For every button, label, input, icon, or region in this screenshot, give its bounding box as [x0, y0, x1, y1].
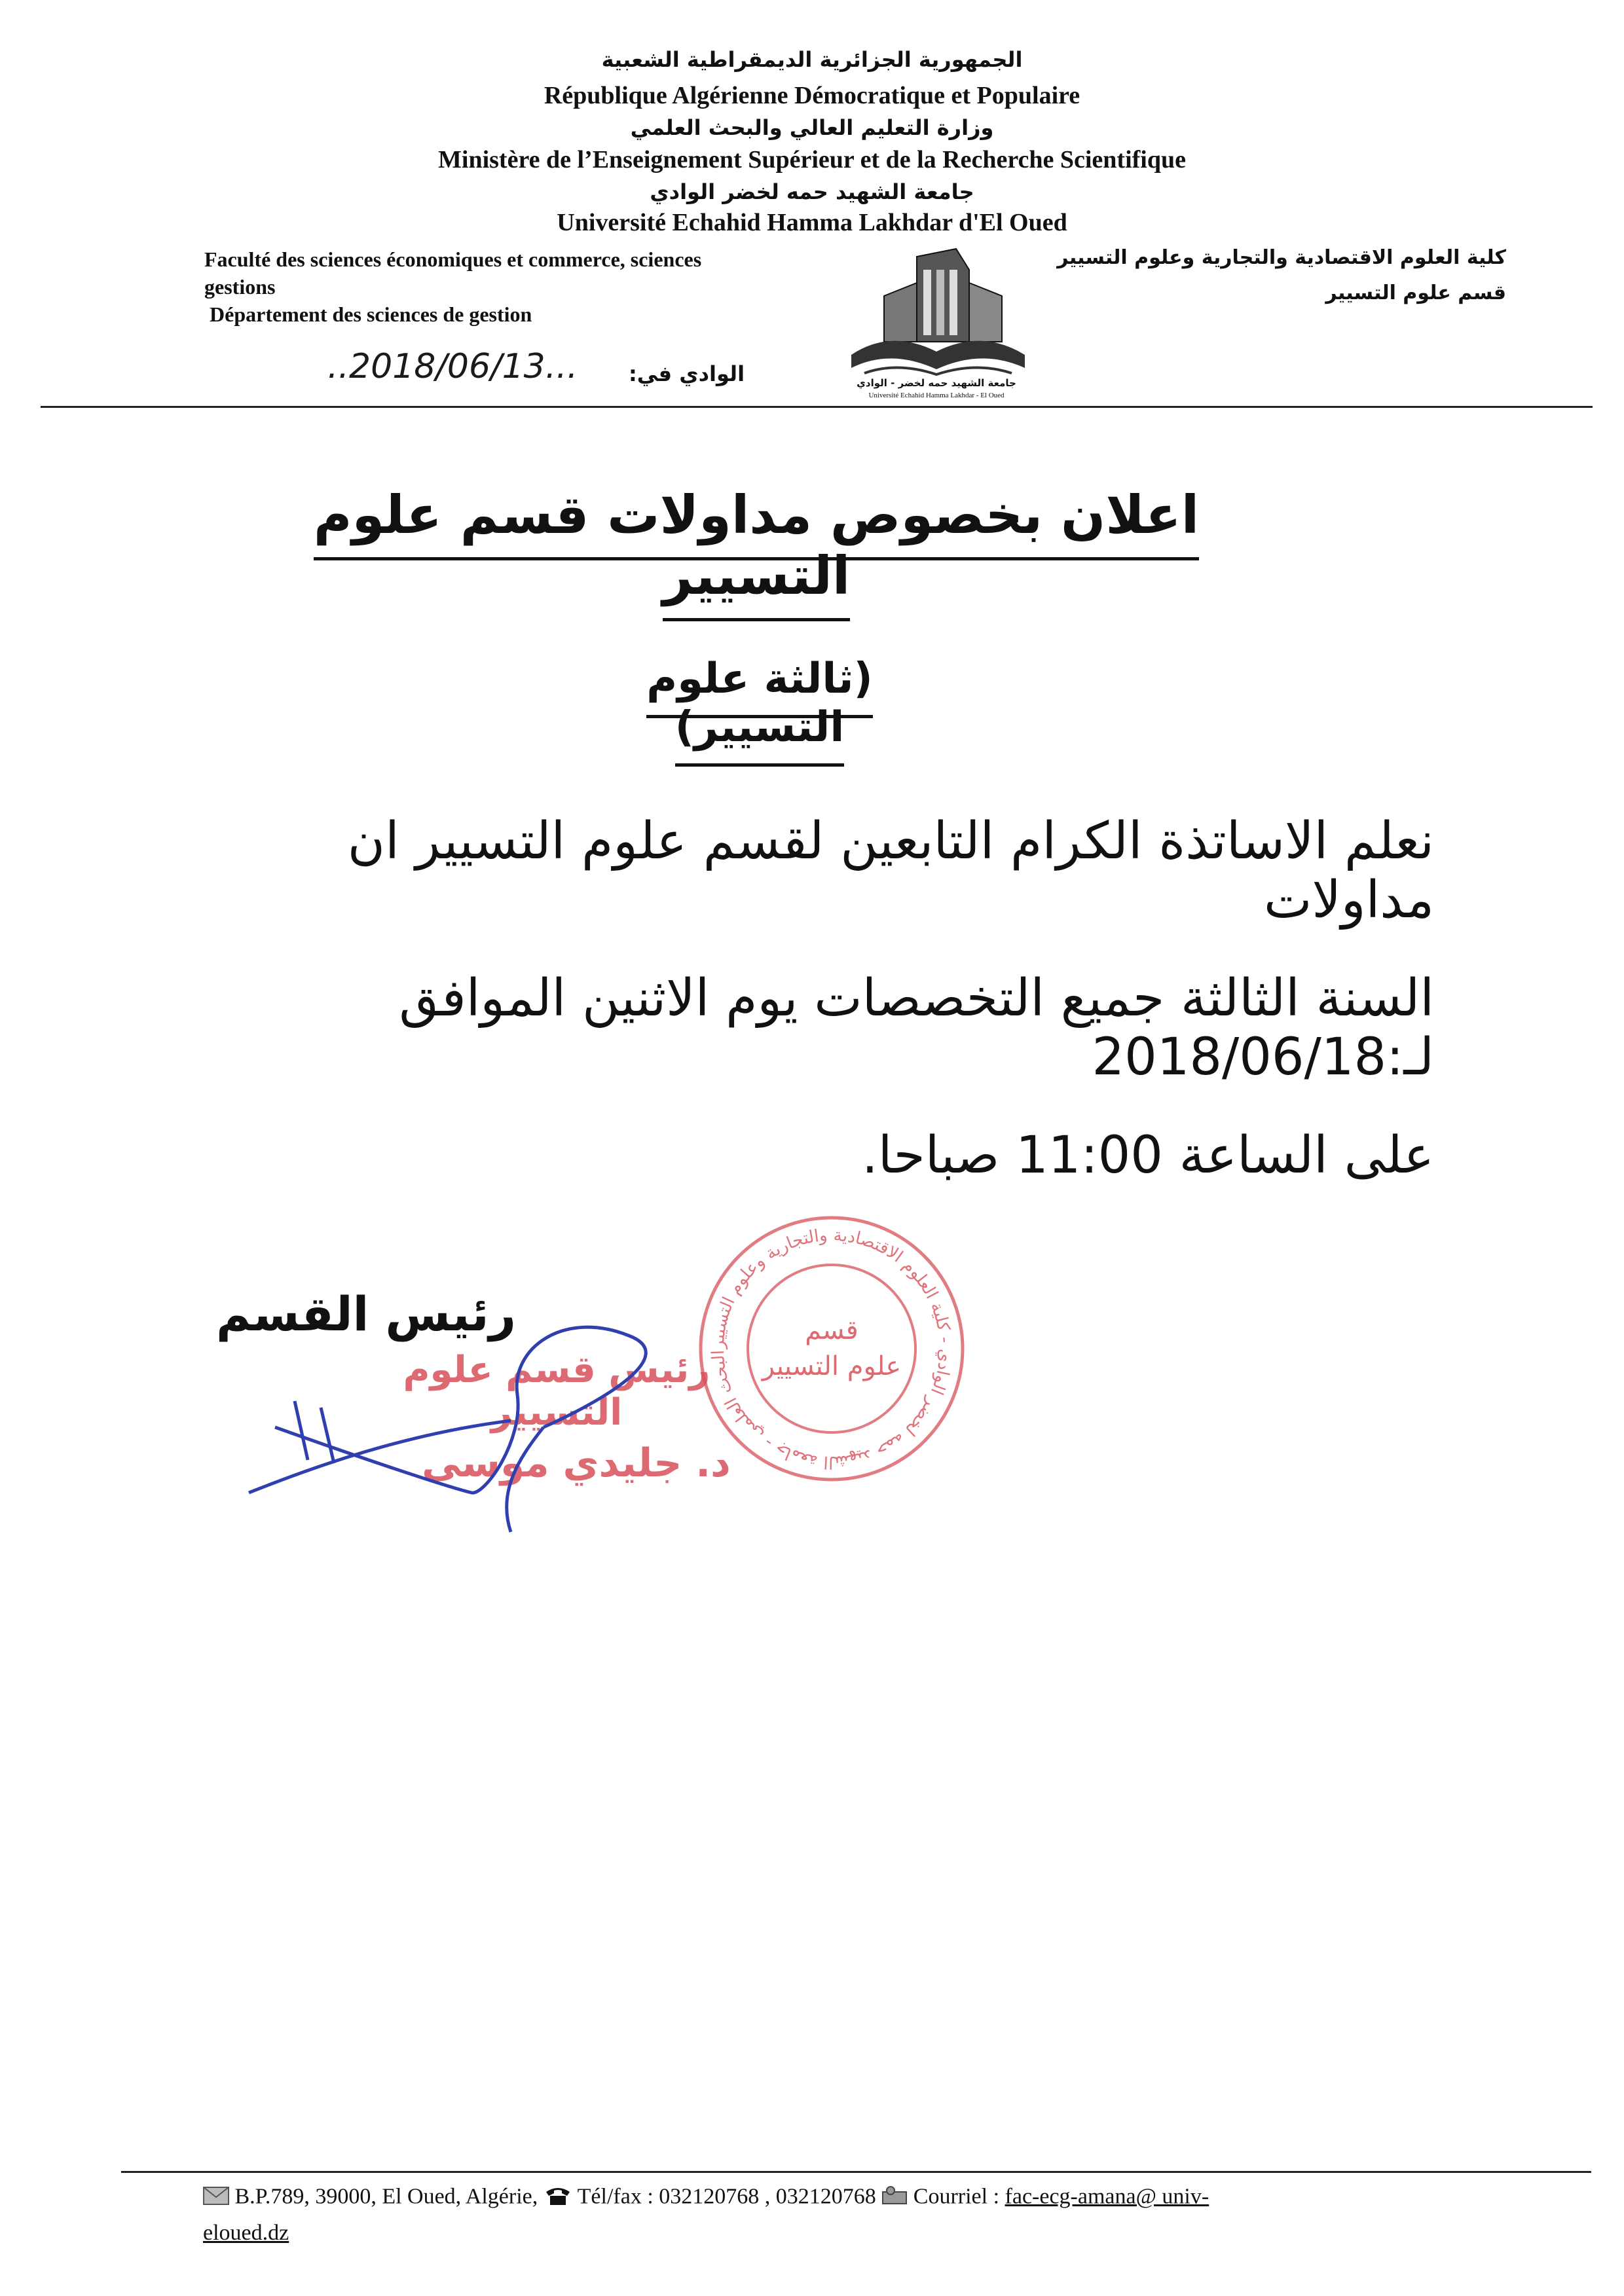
announcement-title: اعلان بخصوص مداولات قسم علوم التسيير	[314, 484, 1199, 621]
announcement-line-1: نعلم الاساتذة الكرام التابعين لقسم علوم التسيير ان مداولات	[347, 812, 1434, 930]
university-logo	[838, 244, 1035, 407]
faculty-ar-line: كلية العلوم الاقتصادية والتجارية وعلوم التسيير	[1057, 246, 1506, 269]
signature-scribble-icon	[236, 1296, 760, 1558]
footer-divider	[121, 2171, 1591, 2173]
header-fr-republic: République Algérienne Démocratique et Populaire	[544, 82, 1080, 109]
header-ar-ministry: وزارة التعليم العالي والبحث العلمي	[630, 115, 994, 140]
header-ar-university: جامعة الشهيد حمه لخضر الوادي	[650, 179, 974, 204]
signature-role: رئيس القسم	[216, 1286, 516, 1341]
footer-email-continued[interactable]: eloued.dz	[203, 2221, 289, 2245]
header-ar-republic: الجمهورية الجزائرية الديمقراطية الشعبية	[601, 47, 1023, 72]
announcement-line-3: على الساعة 11:00 صباحا.	[861, 1126, 1434, 1185]
announcement-line-2: السنة الثالثة جميع التخصصات يوم الاثنين الموافق لـ:2018/06/18	[399, 969, 1434, 1087]
phone-icon	[544, 2184, 572, 2212]
faculty-fr-line1: Faculté des sciences économiques et commerce, sciences	[204, 247, 702, 271]
stamp-line-1: رئيس قسم علوم التسيير	[403, 1349, 710, 1434]
footer-email-link[interactable]: fac-ecg-amana@ univ-	[1005, 2184, 1209, 2209]
logo-ar-caption: جامعة الشهيد حمه لخضر - الوادي	[857, 377, 1016, 389]
seal-center-line1: قسم	[805, 1315, 858, 1345]
footer-phone: Tél/fax : 032120768 , 032120768	[577, 2184, 876, 2209]
date-label: الوادي في:	[629, 361, 745, 386]
date-handwritten: ..2018/06/13...	[327, 347, 578, 386]
stamp-line-2: د. جليدي موسى	[422, 1440, 731, 1486]
faculty-fr-line2: gestions	[204, 275, 276, 299]
logo-fr-caption: Université Echahid Hamma Lakhdar - El Oued	[868, 392, 1005, 399]
handwritten-signature	[236, 1296, 760, 1558]
footer-address: B.P.789, 39000, El Oued, Algérie,	[234, 2184, 538, 2209]
announcement-subtitle-wrap	[583, 655, 936, 752]
seal-center-line2: علوم التسيير	[762, 1351, 902, 1381]
fax-icon	[881, 2185, 908, 2211]
header-divider	[41, 406, 1593, 408]
announcement-subtitle: (ثالثة علوم التسيير)	[646, 655, 872, 767]
footer-email-label: Courriel :	[913, 2184, 1005, 2209]
envelope-icon	[203, 2186, 229, 2211]
header-fr-ministry: Ministère de l’Enseignement Supérieur et de la Recherche Scientifique	[438, 146, 1186, 173]
department-ar-line: قسم علوم التسيير	[1325, 282, 1506, 304]
footer-line-1	[203, 2184, 1209, 2212]
announcement-title-wrap	[308, 484, 1205, 606]
faculty-fr-department: Département des sciences de gestion	[210, 302, 532, 326]
header-fr-university: Université Echahid Hamma Lakhdar d'El Oued	[557, 209, 1067, 236]
seal-ring-text: البحث العلمي - جامعة الشهيد حمه لخضر الوادي - كلية العلوم الاقتصادية والتجارية وعلوم التسيير	[708, 1225, 955, 1472]
